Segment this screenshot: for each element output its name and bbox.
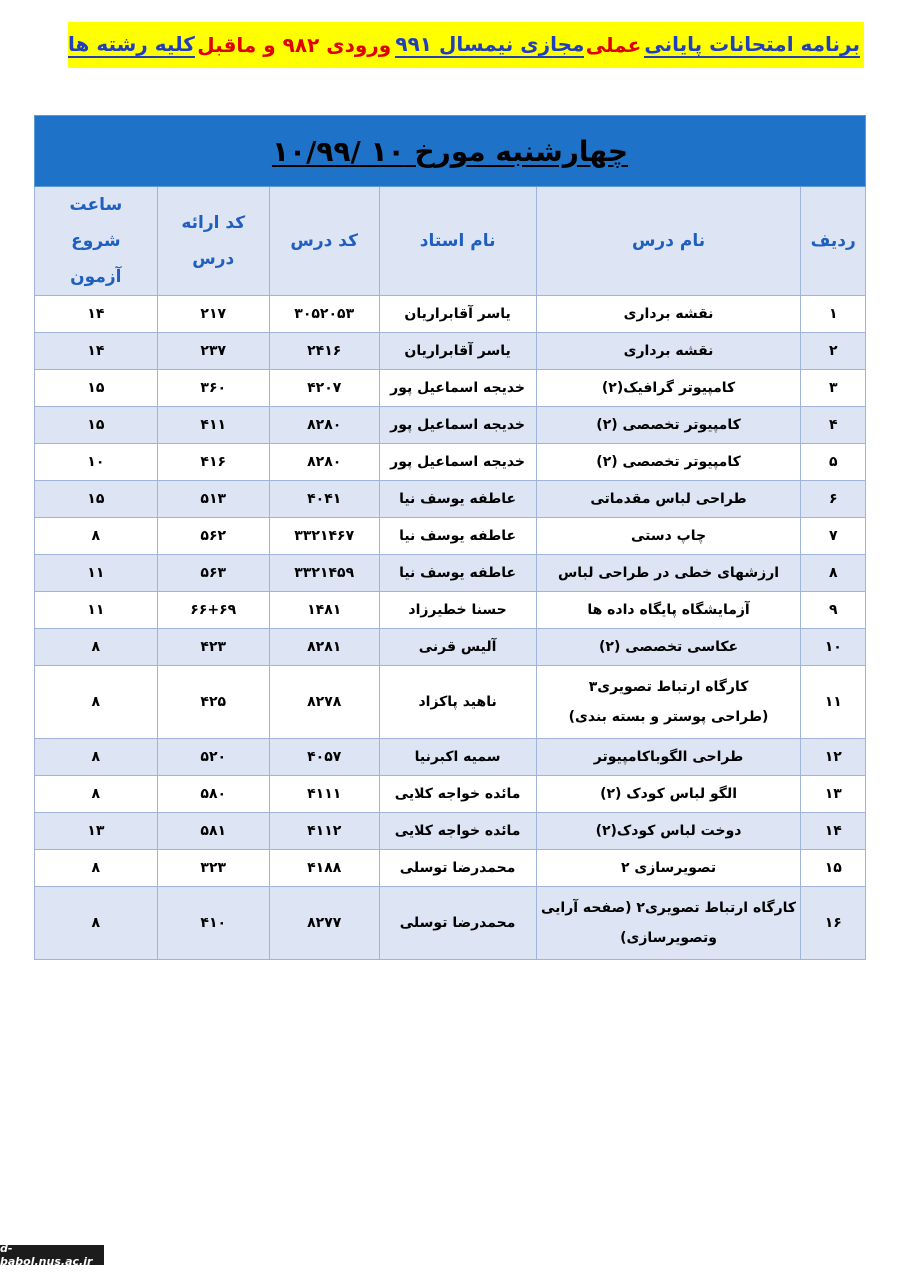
cell-teacher: حسنا خطیرزاد: [379, 592, 536, 629]
cell-row-number: ۴: [801, 407, 866, 444]
cell-row-number: ۱۴: [801, 813, 866, 850]
cell-code: ۴۲۰۷: [269, 370, 379, 407]
table-row: [35, 333, 866, 370]
cell-row-number: ۱۳: [801, 776, 866, 813]
page-title: [68, 22, 864, 68]
cell-code: ۱۴۸۱: [269, 592, 379, 629]
course-line-1: کارگاه ارتباط تصویری۳: [588, 679, 749, 695]
cell-teacher: آلیس قرنی: [379, 629, 536, 666]
cell-start-time: ۱۱: [35, 555, 158, 592]
cell-teacher: خدیجه اسماعیل پور: [379, 444, 536, 481]
cell-row-number: ۱۰: [801, 629, 866, 666]
cell-code: ۳۳۲۱۴۶۷: [269, 518, 379, 555]
table-row: [35, 666, 866, 739]
cell-teacher: مائده خواجه کلایی: [379, 813, 536, 850]
cell-offer-code: ۵۱۳: [157, 481, 269, 518]
cell-row-number: ۲: [801, 333, 866, 370]
title-part-5: کلیه رشته ها: [68, 32, 195, 56]
cell-teacher: عاطفه یوسف نیا: [379, 481, 536, 518]
table-body: [35, 296, 866, 960]
cell-start-time: ۱۵: [35, 370, 158, 407]
cell-start-time: ۸: [35, 739, 158, 776]
cell-start-time: ۸: [35, 666, 158, 739]
cell-row-number: ۱۱: [801, 666, 866, 739]
cell-course: کامپیوتر گرافیک(۲): [536, 370, 801, 407]
cell-offer-code: ۴۱۱: [157, 407, 269, 444]
date-header: چهارشنبه مورخ ۱۰ /۱۰/۹۹: [271, 134, 629, 168]
cell-teacher: محمدرضا توسلی: [379, 850, 536, 887]
cell-offer-code: ۵۲۰: [157, 739, 269, 776]
cell-offer-code: ۵۸۰: [157, 776, 269, 813]
cell-course: عکاسی تخصصی (۲): [536, 629, 801, 666]
cell-row-number: ۸: [801, 555, 866, 592]
cell-teacher: یاسر آقابراریان: [379, 333, 536, 370]
table-row: [35, 407, 866, 444]
cell-code: ۲۴۱۶: [269, 333, 379, 370]
course-line-2: وتصویرسازی): [620, 930, 717, 946]
title-part-4: ورودی ۹۸۲ و ماقبل: [197, 33, 392, 57]
table-row: [35, 481, 866, 518]
cell-code: ۸۲۸۰: [269, 444, 379, 481]
table-row: [35, 887, 866, 960]
cell-offer-code: ۳۶۰: [157, 370, 269, 407]
cell-row-number: ۱۲: [801, 739, 866, 776]
cell-code: ۴۱۸۸: [269, 850, 379, 887]
course-line-2: (طراحی پوستر و بسته بندی): [568, 709, 769, 725]
cell-teacher: مائده خواجه کلایی: [379, 776, 536, 813]
cell-start-time: ۸: [35, 850, 158, 887]
cell-teacher: عاطفه یوسف نیا: [379, 518, 536, 555]
course-line-1: کارگاه ارتباط تصویری۲ (صفحه آرایی: [540, 900, 797, 916]
cell-offer-code: ۳۲۳: [157, 850, 269, 887]
exam-schedule-table: [34, 115, 866, 960]
date-header-row: [35, 116, 866, 187]
column-header-row: [35, 187, 866, 296]
table-row: [35, 776, 866, 813]
col-header-teacher: نام استاد: [379, 187, 536, 296]
cell-start-time: ۱۴: [35, 296, 158, 333]
cell-course: [536, 887, 801, 960]
cell-code: ۸۲۸۰: [269, 407, 379, 444]
table-row: [35, 296, 866, 333]
title-part-2: عملی: [585, 33, 642, 57]
cell-course: کامپیوتر تخصصی (۲): [536, 407, 801, 444]
cell-teacher: سمیه اکبرنیا: [379, 739, 536, 776]
table-row: [35, 739, 866, 776]
cell-code: ۴۱۱۲: [269, 813, 379, 850]
cell-course: کامپیوتر تخصصی (۲): [536, 444, 801, 481]
table-row: [35, 370, 866, 407]
cell-offer-code: ۲۱۷: [157, 296, 269, 333]
table-row: [35, 629, 866, 666]
cell-course: نقشه برداری: [536, 333, 801, 370]
cell-offer-code: ۶۶+۶۹: [157, 592, 269, 629]
table-row: [35, 592, 866, 629]
cell-teacher: خدیجه اسماعیل پور: [379, 407, 536, 444]
cell-course: ارزشهای خطی در طراحی لباس: [536, 555, 801, 592]
title-part-1: برنامه امتحانات پایانی: [644, 32, 860, 56]
cell-course: الگو لباس کودک (۲): [536, 776, 801, 813]
cell-offer-code: ۲۳۷: [157, 333, 269, 370]
cell-offer-code: ۴۲۳: [157, 629, 269, 666]
cell-start-time: ۱۰: [35, 444, 158, 481]
cell-row-number: ۹: [801, 592, 866, 629]
cell-course: نقشه برداری: [536, 296, 801, 333]
title-part-3: مجازی نیمسال ۹۹۱: [395, 32, 585, 56]
col-header-offer-code: کد ارائه درس: [157, 187, 269, 296]
cell-code: ۳۰۵۲۰۵۳: [269, 296, 379, 333]
table-row: [35, 813, 866, 850]
cell-start-time: ۸: [35, 629, 158, 666]
cell-offer-code: ۵۶۲: [157, 518, 269, 555]
cell-code: ۴۰۵۷: [269, 739, 379, 776]
cell-course: چاپ دستی: [536, 518, 801, 555]
cell-row-number: ۱: [801, 296, 866, 333]
col-header-course: نام درس: [536, 187, 801, 296]
cell-row-number: ۱۶: [801, 887, 866, 960]
cell-code: ۴۰۴۱: [269, 481, 379, 518]
col-header-code: کد درس: [269, 187, 379, 296]
cell-course: تصویرسازی ۲: [536, 850, 801, 887]
cell-offer-code: ۵۸۱: [157, 813, 269, 850]
cell-start-time: ۸: [35, 776, 158, 813]
cell-start-time: ۱۳: [35, 813, 158, 850]
cell-offer-code: ۴۱۰: [157, 887, 269, 960]
cell-teacher: محمدرضا توسلی: [379, 887, 536, 960]
cell-teacher: ناهید پاکزاد: [379, 666, 536, 739]
cell-offer-code: ۴۱۶: [157, 444, 269, 481]
table-row: [35, 518, 866, 555]
cell-code: ۳۳۲۱۴۵۹: [269, 555, 379, 592]
cell-course: دوخت لباس کودک(۲): [536, 813, 801, 850]
cell-row-number: ۱۵: [801, 850, 866, 887]
cell-start-time: ۸: [35, 518, 158, 555]
cell-code: ۸۲۷۷: [269, 887, 379, 960]
cell-offer-code: ۴۲۵: [157, 666, 269, 739]
cell-code: ۸۲۸۱: [269, 629, 379, 666]
site-watermark: d-babol.nus.ac.ir: [0, 1245, 104, 1265]
cell-row-number: ۵: [801, 444, 866, 481]
cell-teacher: یاسر آقابراریان: [379, 296, 536, 333]
cell-course: طراحی لباس مقدماتی: [536, 481, 801, 518]
cell-course: [536, 666, 801, 739]
cell-start-time: ۸: [35, 887, 158, 960]
cell-row-number: ۳: [801, 370, 866, 407]
cell-code: ۴۱۱۱: [269, 776, 379, 813]
table-row: [35, 555, 866, 592]
cell-start-time: ۱۱: [35, 592, 158, 629]
cell-row-number: ۶: [801, 481, 866, 518]
cell-course: طراحی الگوباکامپیوتر: [536, 739, 801, 776]
cell-course: آزمایشگاه پایگاه داده ها: [536, 592, 801, 629]
cell-start-time: ۱۴: [35, 333, 158, 370]
col-header-row-number: ردیف: [801, 187, 866, 296]
cell-row-number: ۷: [801, 518, 866, 555]
cell-teacher: عاطفه یوسف نیا: [379, 555, 536, 592]
cell-code: ۸۲۷۸: [269, 666, 379, 739]
cell-start-time: ۱۵: [35, 481, 158, 518]
col-header-start-time: ساعت شروع آزمون: [35, 187, 158, 296]
table-row: [35, 444, 866, 481]
table-row: [35, 850, 866, 887]
cell-offer-code: ۵۶۳: [157, 555, 269, 592]
cell-start-time: ۱۵: [35, 407, 158, 444]
cell-teacher: خدیجه اسماعیل پور: [379, 370, 536, 407]
